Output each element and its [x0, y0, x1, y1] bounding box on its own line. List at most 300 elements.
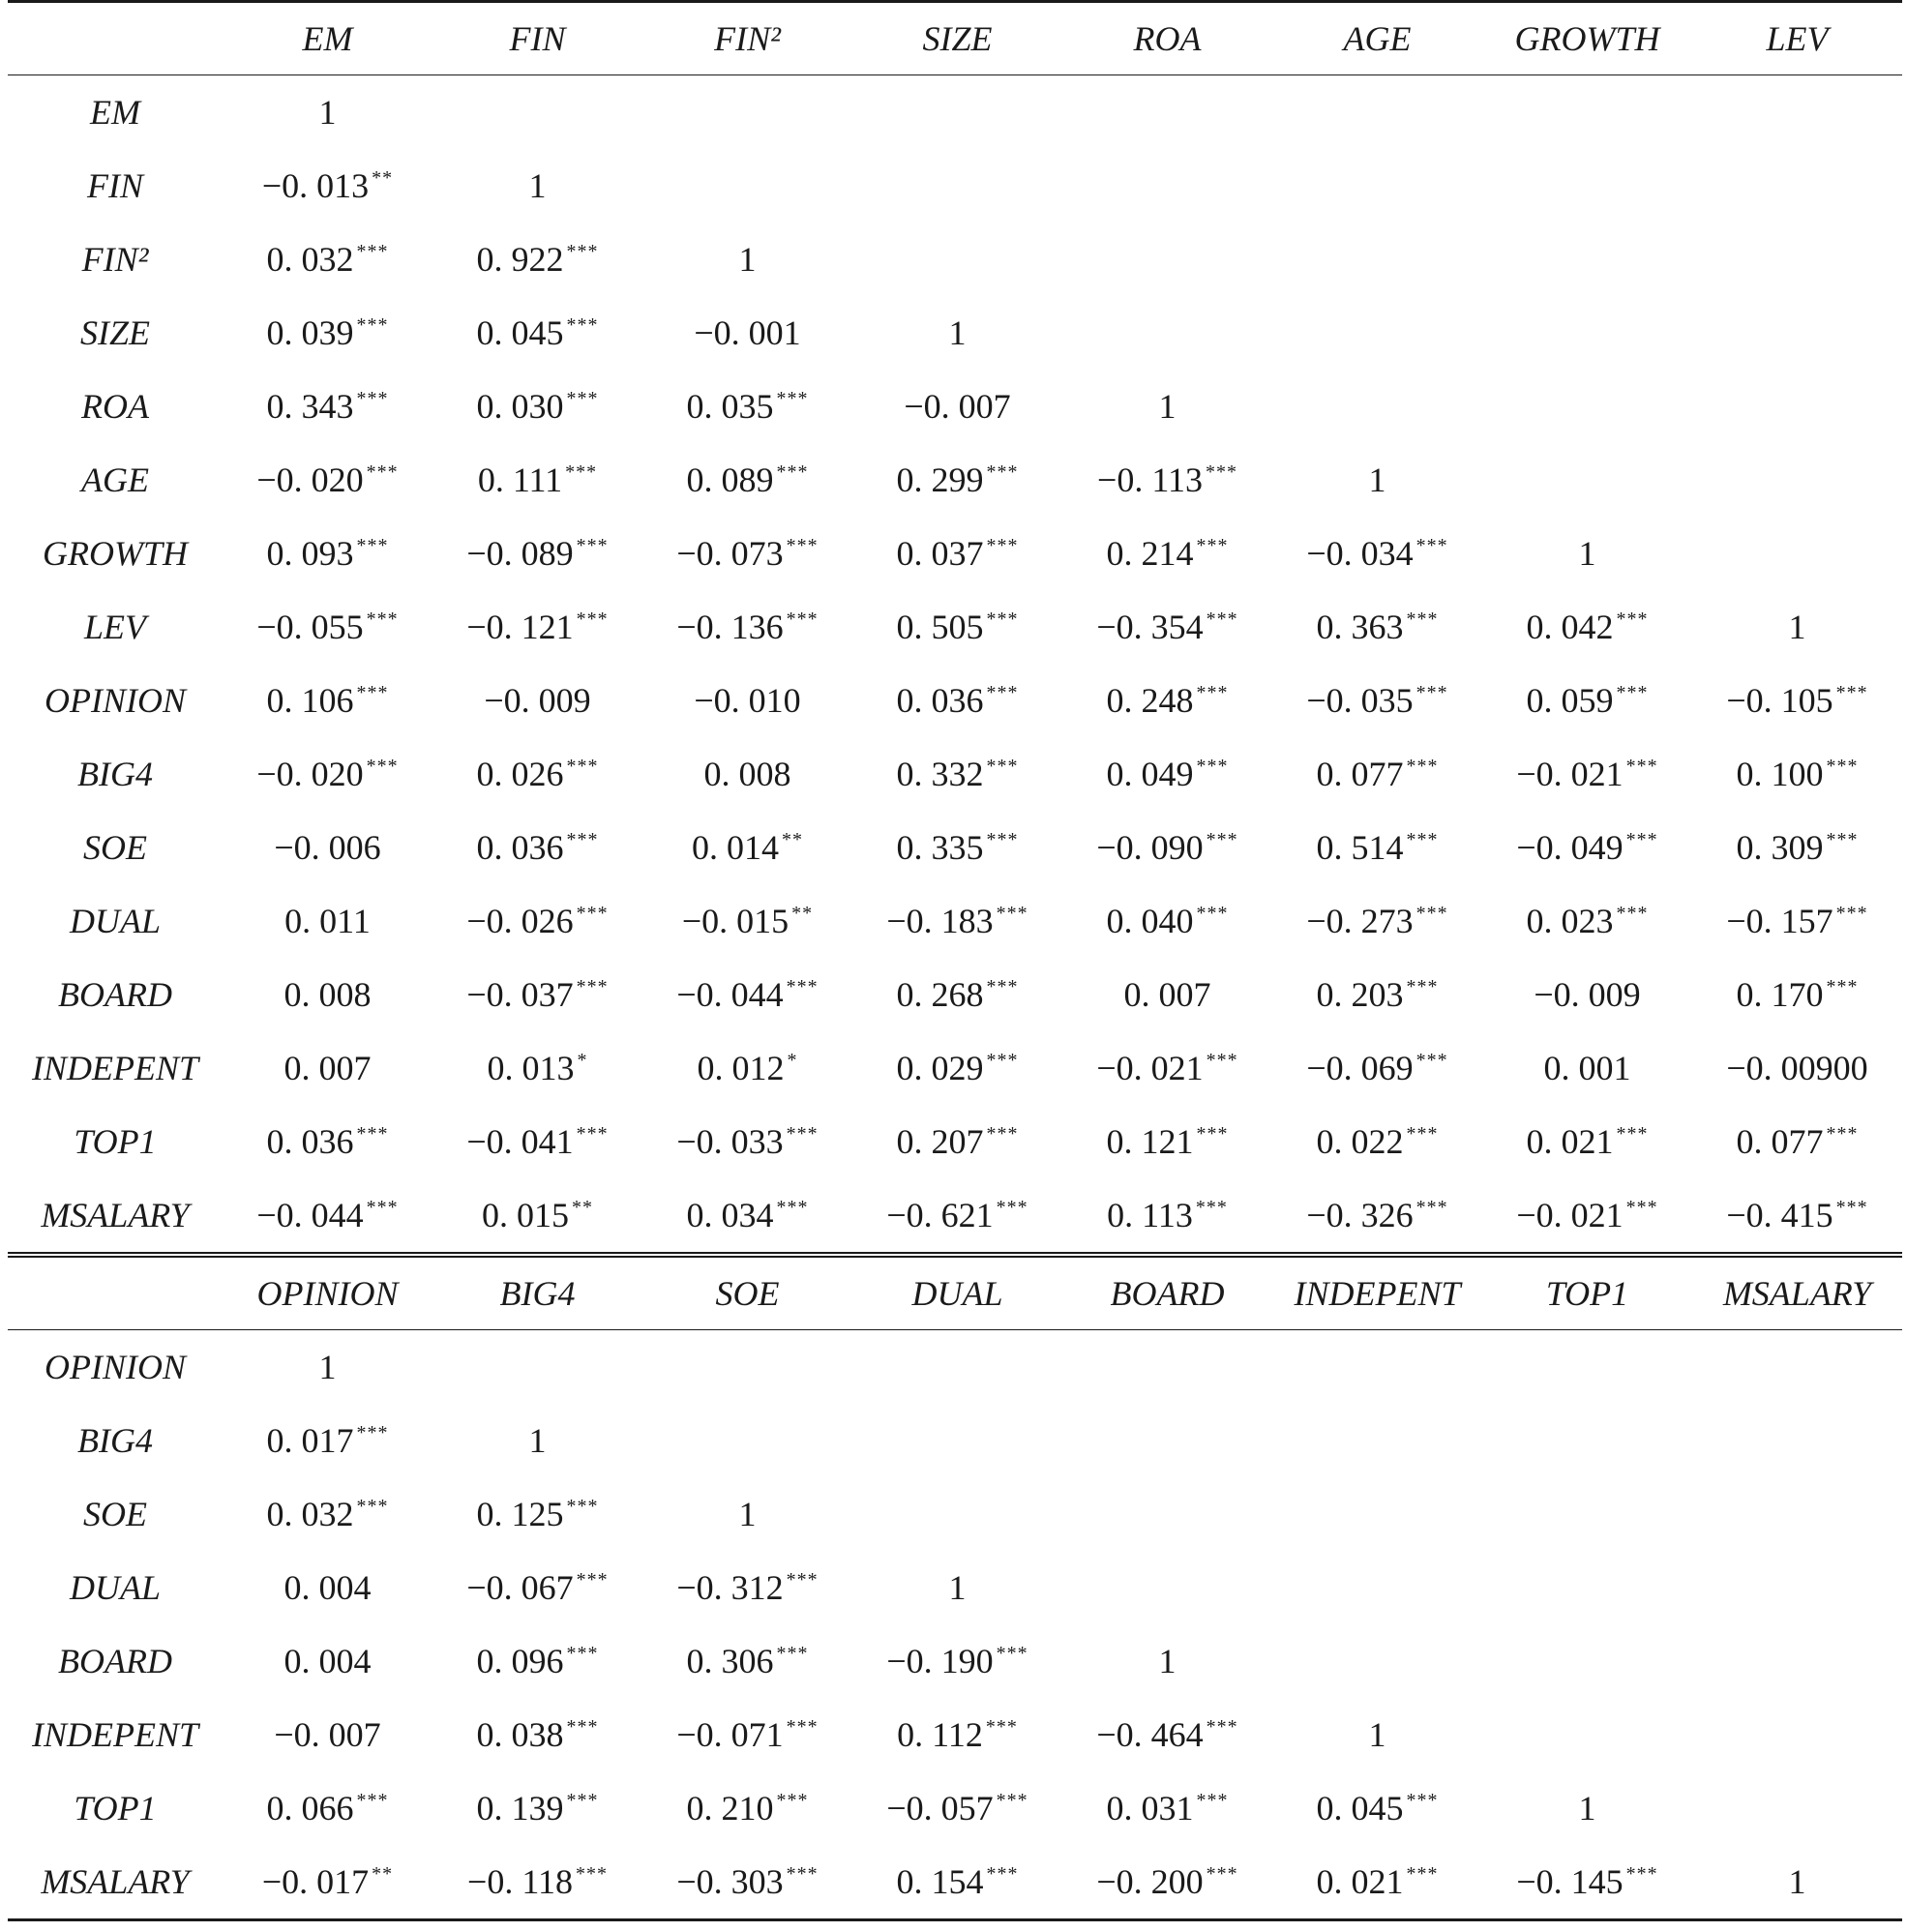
correlation-cell — [432, 884, 642, 958]
correlation-cell — [223, 1404, 432, 1477]
row-label: MSALARY — [8, 1845, 223, 1920]
significance-stars: *** — [576, 903, 609, 924]
correlation-cell — [852, 1404, 1062, 1477]
coefficient-value: 0. 203 — [1316, 975, 1404, 1014]
correlation-cell — [223, 149, 432, 223]
coefficient-value: 0. 125 — [476, 1495, 564, 1533]
correlation-cell — [852, 370, 1062, 443]
row-label: SOE — [83, 828, 147, 867]
coefficient-value: 0. 066 — [266, 1789, 354, 1828]
coefficient-value: 0. 505 — [896, 608, 984, 646]
correlation-cell — [1482, 370, 1692, 443]
correlation-cell — [1062, 1845, 1272, 1920]
row-label: FIN² — [81, 240, 149, 279]
correlation-cell — [223, 958, 432, 1031]
coefficient-value: 0. 031 — [1106, 1789, 1194, 1828]
table-row — [8, 443, 1902, 517]
coefficient-value: −0. 015 — [681, 902, 790, 940]
significance-stars: *** — [1616, 609, 1649, 630]
coefficient-value: −0. 113 — [1097, 461, 1203, 499]
coefficient-value: −0. 009 — [484, 681, 591, 720]
significance-stars: * — [787, 1050, 798, 1071]
correlation-cell — [432, 1551, 642, 1624]
correlation-cell — [852, 958, 1062, 1031]
row-label: INDEPENT — [31, 1049, 198, 1087]
correlation-cell — [852, 517, 1062, 590]
correlation-cell — [432, 1845, 642, 1920]
significance-stars: *** — [1406, 829, 1439, 850]
significance-stars: *** — [786, 976, 819, 997]
row-label: TOP1 — [74, 1122, 157, 1161]
significance-stars: *** — [566, 1716, 599, 1738]
coefficient-value: 1 — [1368, 1715, 1386, 1754]
correlation-cell — [1272, 1845, 1482, 1920]
table-row — [8, 958, 1902, 1031]
correlation-cell — [432, 811, 642, 884]
significance-stars: *** — [356, 682, 389, 703]
coefficient-value: 0. 001 — [1543, 1049, 1631, 1087]
coefficient-value: −0. 044 — [256, 1196, 364, 1234]
significance-stars: *** — [566, 314, 599, 336]
correlation-cell — [642, 884, 852, 958]
correlation-cell — [1482, 1845, 1692, 1920]
coefficient-value: 0. 038 — [476, 1715, 564, 1754]
significance-stars: *** — [786, 535, 819, 556]
row-label: OPINION — [45, 1348, 186, 1386]
significance-stars: *** — [1196, 1123, 1229, 1144]
correlation-cell — [223, 1551, 432, 1624]
column-header: AGE — [1272, 2, 1482, 75]
significance-stars: *** — [986, 1050, 1019, 1071]
correlation-cell — [852, 1698, 1062, 1771]
coefficient-value: −0. 021 — [1516, 1196, 1624, 1234]
row-label: SIZE — [80, 313, 150, 352]
correlation-table — [8, 0, 1902, 1921]
coefficient-value: 0. 036 — [266, 1122, 354, 1161]
table-row — [8, 223, 1902, 296]
coefficient-value: 0. 113 — [1107, 1196, 1193, 1234]
correlation-cell — [852, 1178, 1062, 1255]
correlation-cell — [1062, 884, 1272, 958]
coefficient-value: 1 — [528, 1421, 547, 1460]
correlation-cell — [1482, 1105, 1692, 1178]
significance-stars: *** — [356, 1422, 389, 1443]
correlation-cell — [852, 1624, 1062, 1698]
correlation-cell — [642, 1477, 852, 1551]
correlation-cell — [1692, 75, 1902, 150]
coefficient-value: 1 — [1158, 1642, 1177, 1680]
coefficient-value: −0. 621 — [886, 1196, 994, 1234]
significance-stars: *** — [356, 241, 389, 262]
coefficient-value: 0. 035 — [686, 387, 774, 426]
correlation-cell — [1692, 1477, 1902, 1551]
coefficient-value: 0. 111 — [477, 461, 563, 499]
coefficient-value: −0. 415 — [1726, 1196, 1833, 1234]
coefficient-value: 0. 248 — [1106, 681, 1194, 720]
correlation-cell — [1692, 1551, 1902, 1624]
coefficient-value: 0. 029 — [896, 1049, 984, 1087]
correlation-cell — [1062, 370, 1272, 443]
correlation-cell — [852, 1771, 1062, 1845]
correlation-cell — [852, 590, 1062, 664]
correlation-cell — [1692, 1845, 1902, 1920]
correlation-cell — [642, 1404, 852, 1477]
coefficient-value: −0. 010 — [694, 681, 801, 720]
significance-stars: *** — [366, 1197, 399, 1218]
significance-stars: *** — [786, 1863, 819, 1885]
correlation-matrix — [8, 0, 1902, 1921]
coefficient-value: 0. 014 — [692, 828, 779, 867]
table-row — [8, 296, 1902, 370]
correlation-cell — [642, 590, 852, 664]
correlation-cell — [642, 664, 852, 737]
significance-stars: *** — [786, 1123, 819, 1144]
column-header: SOE — [642, 1255, 852, 1330]
table-row — [8, 1698, 1902, 1771]
correlation-cell — [1272, 884, 1482, 958]
significance-stars: *** — [996, 1790, 1028, 1811]
coefficient-value: −0. 183 — [886, 902, 994, 940]
correlation-cell — [432, 1178, 642, 1255]
row-label: EM — [90, 93, 140, 132]
coefficient-value: −0. 464 — [1096, 1715, 1204, 1754]
correlation-cell — [223, 1477, 432, 1551]
correlation-cell — [223, 737, 432, 811]
coefficient-value: −0. 049 — [1516, 828, 1624, 867]
significance-stars: *** — [1415, 903, 1448, 924]
coefficient-value: −0. 136 — [676, 608, 784, 646]
table-row — [8, 1624, 1902, 1698]
coefficient-value: 0. 343 — [266, 387, 354, 426]
significance-stars: *** — [776, 388, 809, 409]
coefficient-value: −0. 006 — [274, 828, 381, 867]
correlation-cell — [432, 1624, 642, 1698]
coefficient-value: −0. 073 — [676, 534, 784, 573]
column-header: ROA — [1062, 2, 1272, 75]
correlation-cell — [1692, 1404, 1902, 1477]
correlation-cell — [852, 737, 1062, 811]
coefficient-value: 0. 922 — [476, 240, 564, 279]
significance-stars: *** — [366, 461, 399, 483]
column-header: LEV — [1692, 2, 1902, 75]
correlation-cell — [432, 590, 642, 664]
correlation-cell — [223, 223, 432, 296]
correlation-cell — [852, 884, 1062, 958]
significance-stars: *** — [1406, 609, 1439, 630]
coefficient-value: −0. 312 — [676, 1568, 784, 1607]
significance-stars: *** — [566, 1496, 599, 1517]
correlation-cell — [1062, 664, 1272, 737]
coefficient-value: 0. 139 — [476, 1789, 564, 1828]
correlation-cell — [1482, 884, 1692, 958]
table-row — [8, 149, 1902, 223]
coefficient-value: 1 — [948, 313, 967, 352]
coefficient-value: 0. 210 — [686, 1789, 774, 1828]
correlation-cell — [1692, 296, 1902, 370]
correlation-cell — [1272, 1031, 1482, 1105]
column-header: MSALARY — [1692, 1255, 1902, 1330]
correlation-cell — [1062, 1404, 1272, 1477]
correlation-cell — [1272, 517, 1482, 590]
significance-stars: *** — [1415, 1197, 1448, 1218]
table-row — [8, 664, 1902, 737]
row-label: INDEPENT — [31, 1715, 198, 1754]
correlation-cell — [1062, 517, 1272, 590]
significance-stars: *** — [776, 461, 809, 483]
coefficient-value: 0. 049 — [1106, 755, 1194, 793]
coefficient-value: 0. 306 — [686, 1642, 774, 1680]
correlation-cell — [642, 1771, 852, 1845]
coefficient-value: −0. 354 — [1096, 608, 1204, 646]
correlation-cell — [852, 1105, 1062, 1178]
significance-stars: *** — [986, 976, 1019, 997]
correlation-cell — [1482, 443, 1692, 517]
significance-stars: *** — [1625, 829, 1658, 850]
correlation-cell — [432, 1698, 642, 1771]
significance-stars: *** — [356, 535, 389, 556]
coefficient-value: 0. 093 — [266, 534, 354, 573]
correlation-cell — [852, 149, 1062, 223]
coefficient-value: 0. 096 — [476, 1642, 564, 1680]
significance-stars: *** — [1835, 1197, 1868, 1218]
table-row — [8, 1404, 1902, 1477]
significance-stars: ** — [572, 1197, 593, 1218]
coefficient-value: 0. 036 — [476, 828, 564, 867]
coefficient-value: −0. 021 — [1096, 1049, 1204, 1087]
correlation-cell — [642, 1105, 852, 1178]
coefficient-value: 0. 026 — [476, 755, 564, 793]
correlation-cell — [1062, 1031, 1272, 1105]
coefficient-value: 0. 170 — [1736, 975, 1824, 1014]
significance-stars: *** — [1826, 1123, 1859, 1144]
significance-stars: *** — [1406, 756, 1439, 777]
coefficient-value: 0. 013 — [487, 1049, 575, 1087]
correlation-cell — [1692, 370, 1902, 443]
coefficient-value: −0. 090 — [1096, 828, 1204, 867]
correlation-cell — [1692, 1624, 1902, 1698]
correlation-cell — [1272, 370, 1482, 443]
significance-stars: *** — [356, 388, 389, 409]
correlation-cell — [642, 1330, 852, 1405]
correlation-cell — [223, 1031, 432, 1105]
correlation-cell — [432, 1771, 642, 1845]
correlation-cell — [223, 1698, 432, 1771]
correlation-cell — [1692, 958, 1902, 1031]
correlation-cell — [432, 1330, 642, 1405]
significance-stars: *** — [1406, 1123, 1439, 1144]
correlation-cell — [432, 223, 642, 296]
significance-stars: *** — [1205, 461, 1237, 483]
correlation-cell — [1692, 1105, 1902, 1178]
column-header: FIN — [432, 2, 642, 75]
significance-stars: *** — [566, 829, 599, 850]
correlation-cell — [1272, 737, 1482, 811]
significance-stars: *** — [1415, 682, 1448, 703]
table-row — [8, 1178, 1902, 1255]
coefficient-value: −0. 013 — [261, 166, 370, 205]
correlation-cell — [432, 958, 642, 1031]
correlation-cell — [1272, 590, 1482, 664]
correlation-cell — [1272, 1477, 1482, 1551]
column-header: OPINION — [223, 1255, 432, 1330]
correlation-cell — [642, 1624, 852, 1698]
coefficient-value: 0. 036 — [896, 681, 984, 720]
correlation-cell — [1272, 296, 1482, 370]
significance-stars: *** — [576, 609, 609, 630]
significance-stars: *** — [786, 1716, 819, 1738]
correlation-cell — [1482, 1031, 1692, 1105]
significance-stars: *** — [356, 1790, 389, 1811]
coefficient-value: 0. 017 — [266, 1421, 354, 1460]
significance-stars: *** — [986, 682, 1019, 703]
correlation-cell — [642, 1031, 852, 1105]
coefficient-value: −0. 037 — [466, 975, 574, 1014]
panel_a-header-row — [8, 2, 1902, 75]
header-blank-cell — [8, 1255, 223, 1330]
coefficient-value: −0. 007 — [904, 387, 1011, 426]
coefficient-value: 0. 008 — [283, 975, 372, 1014]
correlation-cell — [1692, 1330, 1902, 1405]
correlation-cell — [1482, 1330, 1692, 1405]
coefficient-value: 0. 032 — [266, 240, 354, 279]
coefficient-value: 0. 023 — [1526, 902, 1614, 940]
significance-stars: *** — [1206, 1716, 1238, 1738]
correlation-cell — [852, 75, 1062, 150]
coefficient-value: 0. 154 — [896, 1862, 984, 1901]
row-label: LEV — [83, 608, 146, 646]
coefficient-value: 1 — [1578, 534, 1596, 573]
coefficient-value: −0. 044 — [676, 975, 784, 1014]
correlation-cell — [642, 370, 852, 443]
table-row — [8, 1771, 1902, 1845]
significance-stars: *** — [1625, 1863, 1658, 1885]
significance-stars: *** — [986, 461, 1019, 483]
coefficient-value: 0. 121 — [1106, 1122, 1194, 1161]
correlation-cell — [1062, 737, 1272, 811]
significance-stars: *** — [1835, 903, 1868, 924]
coefficient-value: −0. 034 — [1306, 534, 1414, 573]
coefficient-value: 0. 335 — [896, 828, 984, 867]
coefficient-value: 0. 077 — [1316, 755, 1404, 793]
correlation-cell — [1272, 811, 1482, 884]
correlation-cell — [642, 1698, 852, 1771]
table-row — [8, 75, 1902, 150]
coefficient-value: 0. 004 — [283, 1568, 372, 1607]
correlation-cell — [432, 1105, 642, 1178]
correlation-cell — [432, 1477, 642, 1551]
coefficient-value: −0. 069 — [1306, 1049, 1414, 1087]
correlation-cell — [1272, 1330, 1482, 1405]
correlation-cell — [1482, 1771, 1692, 1845]
significance-stars: *** — [1625, 1197, 1658, 1218]
correlation-cell — [642, 1551, 852, 1624]
table-row — [8, 1031, 1902, 1105]
correlation-cell — [1482, 811, 1692, 884]
correlation-cell — [1272, 1771, 1482, 1845]
coefficient-value: 0. 363 — [1316, 608, 1404, 646]
correlation-cell — [642, 296, 852, 370]
coefficient-value: −0. 071 — [676, 1715, 784, 1754]
correlation-cell — [642, 443, 852, 517]
panel_b-header-row — [8, 1255, 1902, 1330]
coefficient-value: 0. 007 — [1123, 975, 1211, 1014]
coefficient-value: −0. 200 — [1096, 1862, 1204, 1901]
coefficient-value: 0. 039 — [266, 313, 354, 352]
row-label: BOARD — [58, 975, 172, 1014]
correlation-cell — [1482, 590, 1692, 664]
significance-stars: *** — [566, 756, 599, 777]
coefficient-value: −0. 026 — [466, 902, 574, 940]
coefficient-value: −0. 033 — [676, 1122, 784, 1161]
coefficient-value: 0. 299 — [896, 461, 984, 499]
significance-stars: *** — [1196, 903, 1229, 924]
coefficient-value: 0. 015 — [482, 1196, 569, 1234]
table-row — [8, 370, 1902, 443]
table-row — [8, 1551, 1902, 1624]
row-label: ROA — [81, 387, 149, 426]
correlation-cell — [1062, 811, 1272, 884]
correlation-cell — [1272, 75, 1482, 150]
correlation-cell — [1692, 149, 1902, 223]
row-label: TOP1 — [74, 1789, 157, 1828]
significance-stars: *** — [1196, 756, 1229, 777]
coefficient-value: 1 — [1788, 608, 1806, 646]
significance-stars: *** — [366, 609, 399, 630]
coefficient-value: −0. 303 — [676, 1862, 784, 1901]
significance-stars: *** — [1625, 756, 1658, 777]
coefficient-value: 1 — [318, 93, 337, 132]
column-header: FIN² — [642, 2, 852, 75]
correlation-cell — [1692, 223, 1902, 296]
correlation-cell — [1062, 1330, 1272, 1405]
correlation-cell — [432, 1404, 642, 1477]
correlation-cell — [1272, 1551, 1482, 1624]
correlation-cell — [1482, 149, 1692, 223]
correlation-cell — [1062, 223, 1272, 296]
correlation-cell — [223, 75, 432, 150]
correlation-cell — [1692, 1698, 1902, 1771]
coefficient-value: 0. 011 — [284, 902, 371, 940]
correlation-cell — [852, 1845, 1062, 1920]
significance-stars: *** — [1206, 1050, 1238, 1071]
coefficient-value: 1 — [528, 166, 547, 205]
correlation-cell — [1062, 443, 1272, 517]
significance-stars: *** — [996, 1643, 1028, 1664]
table-row — [8, 1477, 1902, 1551]
significance-stars: ** — [372, 1863, 394, 1885]
correlation-cell — [1062, 590, 1272, 664]
correlation-cell — [1692, 811, 1902, 884]
coefficient-value: 0. 007 — [283, 1049, 372, 1087]
significance-stars: ** — [782, 829, 803, 850]
significance-stars: *** — [1406, 1790, 1439, 1811]
coefficient-value: 0. 214 — [1106, 534, 1194, 573]
correlation-cell — [1272, 958, 1482, 1031]
correlation-cell — [432, 75, 642, 150]
correlation-cell — [1482, 1477, 1692, 1551]
correlation-cell — [223, 1105, 432, 1178]
correlation-cell — [223, 811, 432, 884]
correlation-cell — [642, 811, 852, 884]
correlation-cell — [432, 664, 642, 737]
correlation-cell — [1482, 1178, 1692, 1255]
row-label: DUAL — [69, 902, 161, 940]
correlation-cell — [1272, 1404, 1482, 1477]
coefficient-value: −0. 057 — [886, 1789, 994, 1828]
coefficient-value: −0. 009 — [1534, 975, 1641, 1014]
coefficient-value: 1 — [1788, 1862, 1806, 1901]
significance-stars: *** — [566, 241, 599, 262]
